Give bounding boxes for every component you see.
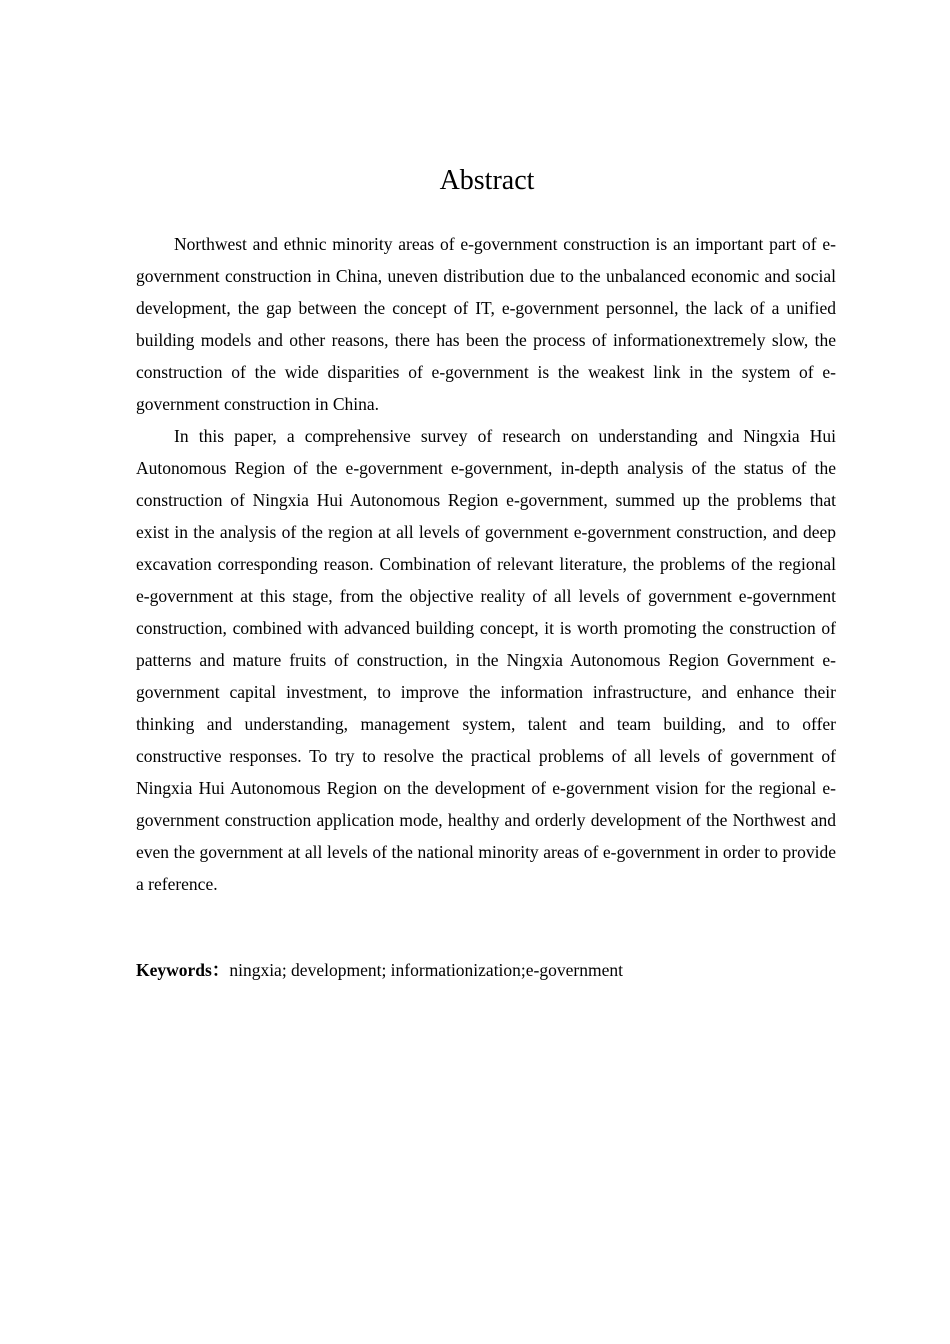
abstract-paragraph-2: In this paper, a comprehensive survey of research on understanding and Ningxia Hui Autonomous Region of the e-government e-government, in-depth analysis of the status of the construction of Ningxia Hui Autonomous Region e-government, summed up the problems that exist in the analysis of the region at all levels of government e-government construction, and deep excavation corresponding reason. Combination of relevant literature, the problems of the regional e-government at this stage, from the objective reality of all levels of government e-government construction, combined with advanced building concept, it is worth promoting the construction of patterns and mature fruits of construction, in the Ningxia Autonomous Region Government e-government capital investment, to improve the information infrastructure, and enhance their thinking and understanding, management system, talent and team building, and to offer constructive responses. To try to resolve the practical problems of all levels of government of Ningxia Hui Autonomous Region on the development of e-government vision for the regional e-government construction application mode, healthy and orderly development of the Northwest and even the government at all levels of the national minority areas of e-government in order to provide a reference. xyxy=(136,426,836,894)
page-title: Abstract xyxy=(439,165,535,196)
keywords-label: Keywords： xyxy=(136,960,230,980)
keywords-text: ningxia; development; informationization;e-government xyxy=(229,960,623,980)
keywords-line xyxy=(136,954,836,986)
abstract-body xyxy=(136,228,836,900)
abstract-paragraph-1: Northwest and ethnic minority areas of e-government construction is an important part of e-government construction in China, uneven distribution due to the unbalanced economic and social development, the gap between the concept of IT, e-government personnel, the lack of a unified building models and other reasons, there has been the process of informationextremely slow, the construction of the wide disparities of e-government is the weakest link in the system of e-government construction in China. xyxy=(136,234,836,414)
